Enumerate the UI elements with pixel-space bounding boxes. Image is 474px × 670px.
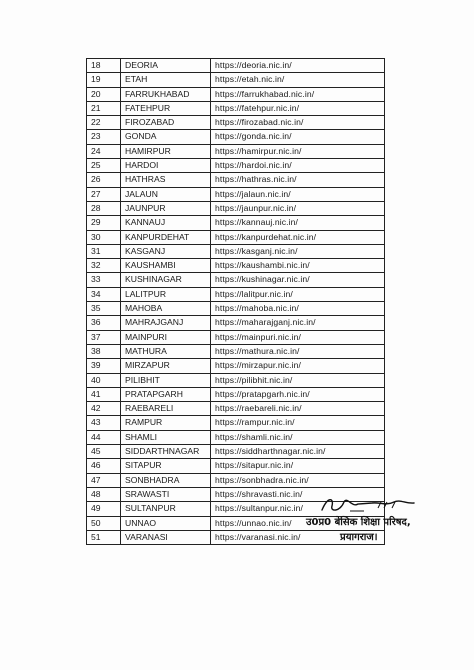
signature-location: प्रयागराज। xyxy=(340,532,378,543)
district-url-cell: https://kaushambi.nic.in/ xyxy=(211,259,385,273)
table-row xyxy=(87,287,385,301)
serial-number-cell: 44 xyxy=(87,430,121,444)
table-row xyxy=(87,459,385,473)
table-row xyxy=(87,387,385,401)
district-name-cell: MAHRAJGANJ xyxy=(121,316,211,330)
district-name-cell: MATHURA xyxy=(121,344,211,358)
table-row xyxy=(87,273,385,287)
district-name-cell: ETAH xyxy=(121,73,211,87)
table-row xyxy=(87,159,385,173)
serial-number-cell: 24 xyxy=(87,144,121,158)
serial-number-cell: 38 xyxy=(87,344,121,358)
district-name-cell: FIROZABAD xyxy=(121,116,211,130)
table-row xyxy=(87,244,385,258)
district-url-cell: https://mathura.nic.in/ xyxy=(211,344,385,358)
serial-number-cell: 49 xyxy=(87,502,121,516)
signature-designation: उ0प्र0 बेसिक शिक्षा परिषद, xyxy=(306,517,411,528)
serial-number-cell: 35 xyxy=(87,302,121,316)
district-url-cell: https://rampur.nic.in/ xyxy=(211,416,385,430)
district-name-cell: SHAMLI xyxy=(121,430,211,444)
district-name-cell: SITAPUR xyxy=(121,459,211,473)
district-name-cell: HATHRAS xyxy=(121,173,211,187)
district-url-cell: https://sitapur.nic.in/ xyxy=(211,459,385,473)
district-url-cell: https://mahoba.nic.in/ xyxy=(211,302,385,316)
district-name-cell: SIDDARTHNAGAR xyxy=(121,445,211,459)
table-row xyxy=(87,430,385,444)
district-url-cell: https://kanpurdehat.nic.in/ xyxy=(211,230,385,244)
table-row xyxy=(87,87,385,101)
serial-number-cell: 21 xyxy=(87,101,121,115)
table-row xyxy=(87,402,385,416)
table-row xyxy=(87,230,385,244)
district-name-cell: SRAWASTI xyxy=(121,487,211,501)
table-row xyxy=(87,201,385,215)
district-url-cell: https://fatehpur.nic.in/ xyxy=(211,101,385,115)
district-url-cell: https://raebareli.nic.in/ xyxy=(211,402,385,416)
serial-number-cell: 50 xyxy=(87,516,121,530)
district-url-cell: https://siddharthnagar.nic.in/ xyxy=(211,445,385,459)
serial-number-cell: 47 xyxy=(87,473,121,487)
serial-number-cell: 31 xyxy=(87,244,121,258)
table-row xyxy=(87,330,385,344)
district-name-cell: KUSHINAGAR xyxy=(121,273,211,287)
serial-number-cell: 30 xyxy=(87,230,121,244)
district-name-cell: RAEBARELI xyxy=(121,402,211,416)
serial-number-cell: 26 xyxy=(87,173,121,187)
district-name-cell: RAMPUR xyxy=(121,416,211,430)
district-url-cell: https://jaunpur.nic.in/ xyxy=(211,201,385,215)
district-url-cell: https://sonbhadra.nic.in/ xyxy=(211,473,385,487)
serial-number-cell: 40 xyxy=(87,373,121,387)
district-url-cell: https://firozabad.nic.in/ xyxy=(211,116,385,130)
district-name-cell: PILIBHIT xyxy=(121,373,211,387)
serial-number-cell: 19 xyxy=(87,73,121,87)
table-body xyxy=(87,59,385,545)
table-row xyxy=(87,373,385,387)
district-url-cell: https://mirzapur.nic.in/ xyxy=(211,359,385,373)
serial-number-cell: 37 xyxy=(87,330,121,344)
serial-number-cell: 22 xyxy=(87,116,121,130)
table-row xyxy=(87,73,385,87)
district-url-cell: https://deoria.nic.in/ xyxy=(211,59,385,73)
serial-number-cell: 25 xyxy=(87,159,121,173)
serial-number-cell: 27 xyxy=(87,187,121,201)
handwritten-signature xyxy=(314,494,434,516)
table-row xyxy=(87,101,385,115)
district-name-cell: KANNAUJ xyxy=(121,216,211,230)
district-name-cell: MAINPURI xyxy=(121,330,211,344)
serial-number-cell: 33 xyxy=(87,273,121,287)
district-name-cell: VARANASI xyxy=(121,530,211,544)
district-url-cell: https://etah.nic.in/ xyxy=(211,73,385,87)
district-name-cell: JAUNPUR xyxy=(121,201,211,215)
district-name-cell: JALAUN xyxy=(121,187,211,201)
district-url-cell: https://varanasi.nic.in/ xyxy=(211,530,385,544)
district-url-cell: https://lalitpur.nic.in/ xyxy=(211,287,385,301)
table-row xyxy=(87,187,385,201)
district-url-cell: https://hardoi.nic.in/ xyxy=(211,159,385,173)
district-website-table xyxy=(86,58,385,545)
district-url-cell: https://shravasti.nic.in/ xyxy=(211,487,385,501)
serial-number-cell: 46 xyxy=(87,459,121,473)
table-row xyxy=(87,473,385,487)
serial-number-cell: 20 xyxy=(87,87,121,101)
serial-number-cell: 51 xyxy=(87,530,121,544)
table-row xyxy=(87,259,385,273)
district-name-cell: MIRZAPUR xyxy=(121,359,211,373)
district-name-cell: LALITPUR xyxy=(121,287,211,301)
serial-number-cell: 43 xyxy=(87,416,121,430)
district-name-cell: HAMIRPUR xyxy=(121,144,211,158)
district-name-cell: DEORIA xyxy=(121,59,211,73)
serial-number-cell: 42 xyxy=(87,402,121,416)
serial-number-cell: 32 xyxy=(87,259,121,273)
district-url-cell: https://sultanpur.nic.in/ xyxy=(211,502,385,516)
table-row xyxy=(87,216,385,230)
district-name-cell: UNNAO xyxy=(121,516,211,530)
serial-number-cell: 18 xyxy=(87,59,121,73)
district-url-cell: https://maharajganj.nic.in/ xyxy=(211,316,385,330)
district-url-cell: https://mainpuri.nic.in/ xyxy=(211,330,385,344)
serial-number-cell: 23 xyxy=(87,130,121,144)
table-row xyxy=(87,302,385,316)
district-url-cell: https://kannauj.nic.in/ xyxy=(211,216,385,230)
district-url-cell: https://kasganj.nic.in/ xyxy=(211,244,385,258)
district-name-cell: SONBHADRA xyxy=(121,473,211,487)
district-url-cell: https://unnao.nic.in/ xyxy=(211,516,385,530)
serial-number-cell: 36 xyxy=(87,316,121,330)
district-name-cell: FATEHPUR xyxy=(121,101,211,115)
table-row xyxy=(87,144,385,158)
table-row xyxy=(87,344,385,358)
district-url-cell: https://hamirpur.nic.in/ xyxy=(211,144,385,158)
table-row xyxy=(87,445,385,459)
table-row xyxy=(87,116,385,130)
table-row xyxy=(87,173,385,187)
serial-number-cell: 41 xyxy=(87,387,121,401)
district-name-cell: GONDA xyxy=(121,130,211,144)
table-row xyxy=(87,359,385,373)
serial-number-cell: 39 xyxy=(87,359,121,373)
district-url-cell: https://gonda.nic.in/ xyxy=(211,130,385,144)
district-url-cell: https://hathras.nic.in/ xyxy=(211,173,385,187)
table-row xyxy=(87,316,385,330)
serial-number-cell: 28 xyxy=(87,201,121,215)
district-name-cell: KASGANJ xyxy=(121,244,211,258)
serial-number-cell: 45 xyxy=(87,445,121,459)
serial-number-cell: 29 xyxy=(87,216,121,230)
serial-number-cell: 34 xyxy=(87,287,121,301)
table-row xyxy=(87,416,385,430)
district-url-cell: https://kushinagar.nic.in/ xyxy=(211,273,385,287)
district-name-cell: HARDOI xyxy=(121,159,211,173)
district-name-cell: KANPURDEHAT xyxy=(121,230,211,244)
signature-block xyxy=(300,494,460,554)
district-name-cell: FARRUKHABAD xyxy=(121,87,211,101)
district-url-cell: https://pilibhit.nic.in/ xyxy=(211,373,385,387)
district-url-cell: https://farrukhabad.nic.in/ xyxy=(211,87,385,101)
district-name-cell: KAUSHAMBI xyxy=(121,259,211,273)
district-url-cell: https://pratapgarh.nic.in/ xyxy=(211,387,385,401)
table-row xyxy=(87,59,385,73)
table-row xyxy=(87,130,385,144)
district-name-cell: SULTANPUR xyxy=(121,502,211,516)
district-name-cell: MAHOBA xyxy=(121,302,211,316)
district-name-cell: PRATAPGARH xyxy=(121,387,211,401)
district-url-cell: https://shamli.nic.in/ xyxy=(211,430,385,444)
district-url-cell: https://jalaun.nic.in/ xyxy=(211,187,385,201)
serial-number-cell: 48 xyxy=(87,487,121,501)
